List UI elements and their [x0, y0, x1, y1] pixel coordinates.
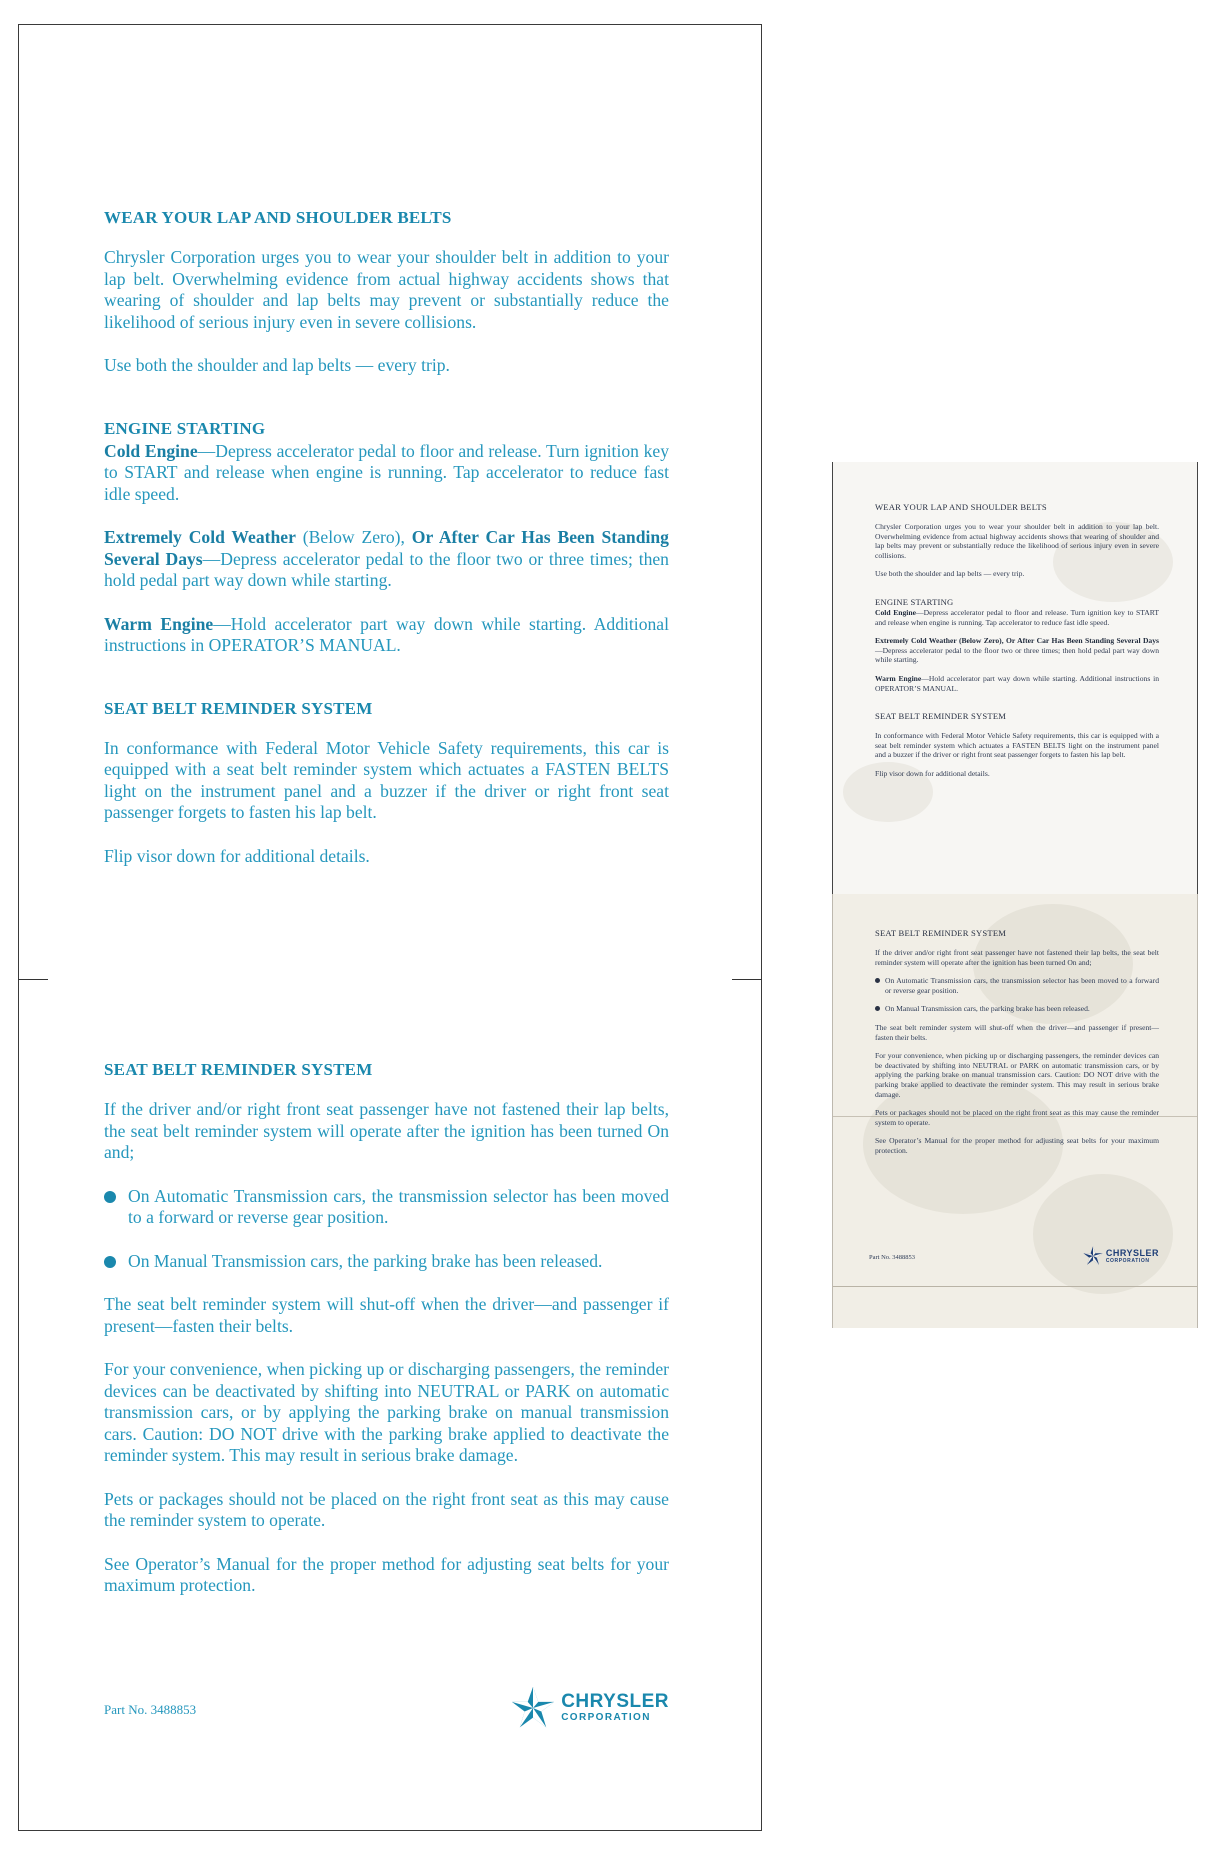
operators-manual-paragraph: See Operator’s Manual for the proper method for adjusting seat belts for your maximum protection. [104, 1553, 669, 1595]
bullet-automatic-text: On Automatic Transmission cars, the transmission selector has been moved to a forward or reverse gear position. [128, 1185, 669, 1227]
bullet-manual-text: On Manual Transmission cars, the parking brake has been released. [128, 1250, 603, 1271]
bullet-dot-icon [104, 1256, 116, 1268]
reminder-intro: If the driver and/or right front seat passenger have not fastened their lap belts, the seat belt reminder system will operate after the ignition has been turned On and; [104, 1099, 669, 1162]
scan-heading-engine: ENGINE STARTING [875, 596, 954, 607]
scan-shutoff: The seat belt reminder system will shut-off when the driver—and passenger if present—fasten their belts. [875, 1022, 1159, 1042]
scan-front-content [875, 502, 1159, 788]
scan-warm-engine [875, 674, 1159, 693]
bullet-dot-icon [875, 978, 880, 983]
pentastar-icon [511, 1686, 555, 1730]
scan-cold-engine [875, 608, 1159, 627]
scan-heading-reminder: SEAT BELT REMINDER SYSTEM [875, 711, 1007, 722]
scan-warm-engine-label: Warm Engine [875, 673, 922, 683]
cold-engine-paragraph [104, 441, 669, 506]
warm-engine-label: Warm Engine [104, 613, 214, 634]
scan-chrysler-logo [1083, 1246, 1159, 1266]
brand-wordmark [561, 1692, 669, 1724]
fold-mark-left [18, 979, 48, 980]
flip-visor-note: Flip visor down for additional details. [104, 845, 370, 866]
part-number: Part No. 3488853 [104, 1702, 197, 1717]
back-panel [104, 1060, 669, 1619]
scan-bullet-manual [875, 1004, 1159, 1014]
shutoff-paragraph: The seat belt reminder system will shut-off when the driver—and passenger if present—fasten their belts. [104, 1294, 669, 1336]
chrysler-logo [511, 1686, 669, 1730]
scan-warm-engine-text: —Hold accelerator part way down while starting. Additional instructions in OPERATOR’S MANUAL. [875, 673, 1159, 693]
scan-footer [869, 1246, 1159, 1268]
scan-bullet-automatic [875, 976, 1159, 995]
scan-brand-subtitle: CORPORATION [1105, 1258, 1150, 1264]
scan-fold-line [833, 1286, 1197, 1287]
brand-subtitle: CORPORATION [561, 1712, 651, 1723]
scan-cold-engine-label: Cold Engine [875, 607, 917, 617]
scan-back-content [875, 928, 1159, 1165]
paper-stain [1033, 1174, 1173, 1294]
scan-extreme-cold-text: —Depress accelerator pedal to the floor two or three times; then hold pedal part way down while starting. [875, 645, 1159, 665]
extreme-cold-paragraph [104, 527, 669, 592]
extreme-cold-label: Extremely Cold Weather [104, 527, 296, 547]
bullet-manual [104, 1251, 669, 1273]
scan-belts-every-trip: Use both the shoulder and lap belts — every trip. [875, 569, 1025, 579]
scan-belts-paragraph: Chrysler Corporation urges you to wear your shoulder belt in addition to your lap belt. Overwhelming evidence from actual highway accidents shows that wearing of shoulder and lap belts may prevent or substantially reduce the likelihood of serious injury even in severe collisions. [875, 522, 1159, 560]
pentastar-icon [1083, 1246, 1103, 1266]
warm-engine-paragraph [104, 614, 669, 657]
extreme-cold-text: —Depress accelerator pedal to the floor two or three times; then hold pedal part way down while starting. [104, 548, 669, 590]
scan-heading-reminder-back: SEAT BELT REMINDER SYSTEM [875, 928, 1007, 938]
scan-brand-wordmark [1106, 1248, 1159, 1264]
warm-engine-text: —Hold accelerator part way down while starting. Additional instructions in OPERATOR’S MANUAL. [104, 613, 669, 655]
scan-brand-name: CHRYSLER [1105, 1248, 1159, 1258]
fold-mark-right [732, 979, 762, 980]
bullet-dot-icon [104, 1191, 116, 1203]
belts-every-trip: Use both the shoulder and lap belts — every trip. [104, 355, 450, 375]
heading-belts: WEAR YOUR LAP AND SHOULDER BELTS [104, 208, 452, 227]
cold-engine-label: Cold Engine [104, 440, 198, 461]
scan-bullet-automatic-text: On Automatic Transmission cars, the transmission selector has been moved to a forward or reverse gear position. [885, 976, 1159, 995]
scan-reminder-intro: If the driver and/or right front seat passenger have not fastened their lap belts, the seat belt reminder system will operate after the ignition has been turned On and; [875, 948, 1159, 967]
convenience-paragraph: For your convenience, when picking up or discharging passengers, the reminder devices can be deactivated by shifting into NEUTRAL or PARK on automatic transmission cars, or by applying the parking brake on manual transmission cars. Caution: DO NOT drive with the parking brake applied to deactivate the reminder system. This may result in serious brake damage. [104, 1359, 669, 1465]
heading-reminder-system-back: SEAT BELT REMINDER SYSTEM [104, 1060, 373, 1079]
scan-extreme-cold-label: Extremely Cold Weather (Below Zero), Or After Car Has Been Standing Several Days [875, 636, 1159, 646]
brand-name: CHRYSLER [561, 1691, 669, 1712]
back-panel-footer [104, 1686, 669, 1730]
cold-engine-text: —Depress accelerator pedal to floor and release. Turn ignition key to START and release when engine is running. Tap accelerator to reduce fast idle speed. [104, 440, 669, 504]
bullet-automatic [104, 1186, 669, 1229]
scan-front-panel [832, 462, 1198, 894]
scan-convenience: For your convenience, when picking up or discharging passengers, the reminder devices can be deactivated by shifting into NEUTRAL or PARK on automatic transmission cars, or by applying the parking brake on manual transmission cars. Caution: DO NOT drive with the parking brake applied to deactivate the reminder system. This may result in serious brake damage. [875, 1051, 1159, 1099]
heading-engine-starting: ENGINE STARTING [104, 418, 266, 438]
scan-reminder-paragraph: In conformance with Federal Motor Vehicle Safety requirements, this car is equipped with a seat belt reminder system which actuates a FASTEN BELTS light on the instrument panel and a buzzer if the driver or right front seat passenger forgets to fasten his lap belt. [875, 731, 1159, 760]
scan-manual: See Operator’s Manual for the proper method for adjusting seat belts for your maximum protection. [875, 1136, 1159, 1155]
scan-extreme-cold [875, 636, 1159, 665]
pets-paragraph: Pets or packages should not be placed on the right front seat as this may cause the reminder system to operate. [104, 1488, 669, 1530]
scan-pets: Pets or packages should not be placed on the right front seat as this may cause the reminder system to operate. [875, 1108, 1159, 1127]
extreme-cold-paren: (Below Zero), [295, 527, 412, 547]
scan-flip-visor: Flip visor down for additional details. [875, 768, 990, 778]
bullet-dot-icon [875, 1006, 880, 1011]
scan-heading-belts: WEAR YOUR LAP AND SHOULDER BELTS [875, 502, 1047, 512]
standing-label: Or After Car Has Been Standing Several Days [104, 527, 669, 569]
front-panel [104, 208, 669, 889]
scan-bullet-manual-text: On Manual Transmission cars, the parking brake has been released. [885, 1004, 1090, 1014]
scan-part-number: Part No. 3488853 [869, 1254, 916, 1261]
belts-paragraph: Chrysler Corporation urges you to wear your shoulder belt in addition to your lap belt. Overwhelming evidence from actual highway accidents shows that wearing of shoulder and lap belts may prevent or substantially reduce the likelihood of serious injury even in severe collisions. [104, 247, 669, 332]
scan-back-panel [832, 894, 1198, 1328]
heading-reminder-system: SEAT BELT REMINDER SYSTEM [104, 698, 373, 718]
scan-cold-engine-text: —Depress accelerator pedal to floor and release. Turn ignition key to START and release when engine is running. Tap accelerator to reduce fast idle speed. [875, 607, 1159, 627]
reminder-paragraph: In conformance with Federal Motor Vehicle Safety requirements, this car is equipped with a seat belt reminder system which actuates a FASTEN BELTS light on the instrument panel and a buzzer if the driver or right front seat passenger forgets to fasten his lap belt. [104, 737, 669, 822]
